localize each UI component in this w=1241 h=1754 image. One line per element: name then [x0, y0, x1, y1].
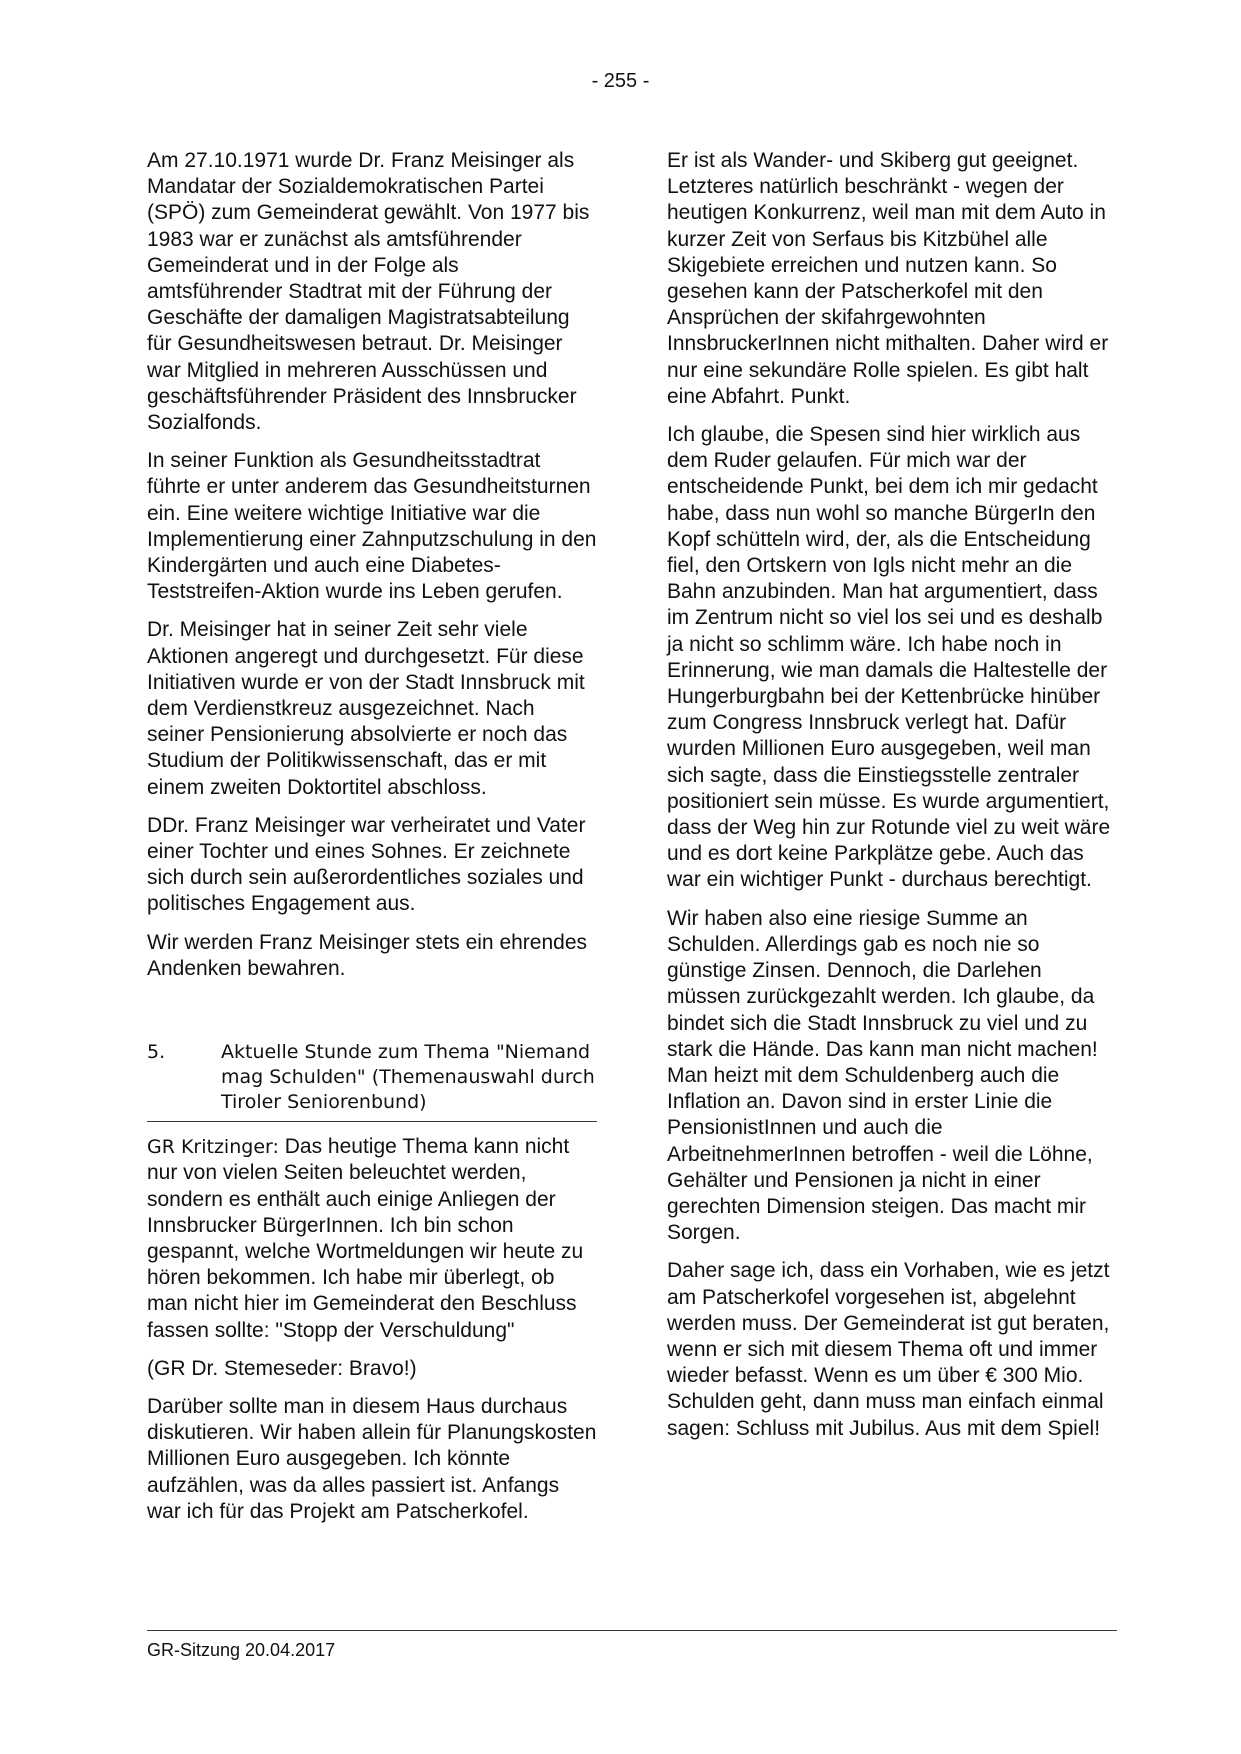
right-column — [667, 148, 1117, 1454]
footer-divider — [147, 1630, 1117, 1631]
footer-session-date: GR-Sitzung 20.04.2017 — [147, 1640, 336, 1660]
paragraph: Dr. Meisinger hat in seiner Zeit sehr viele Aktionen angeregt und durchgesetzt. Für diese Initiativen wurde er von der Stadt Innsbruck mit dem Verdienstkreuz ausgezeichnet. Nach seiner Pensionierung absolvierte er noch das Studium der Politikwissenschaft, das er mit einem zweiten Doktortitel abschloss. — [147, 618, 585, 799]
speech-text: Das heutige Thema kann nicht nur von vielen Seiten beleuchtet werden, sondern es enthält auch einige Anliegen der Innsbrucker BürgerInnen. Ich bin schon gespannt, welche Wortmeldungen wir heute zu hören bekommen. Ich habe mir überlegt, ob man nicht hier im Gemeinderat den Beschluss fassen sollte: "Stopp der Verschuldung" — [147, 1135, 584, 1342]
paragraph: Am 27.10.1971 wurde Dr. Franz Meisinger als Mandatar der Sozialdemokratischen Partei (SPÖ) zum Gemeinderat gewählt. Von 1977 bis 1983 war er zunächst als amtsführender Gemeinderat und in der Folge als amtsführender Stadtrat mit der Führung der Geschäfte der damaligen Magistratsabteilung für Gesundheitswesen betraut. Dr. Meisinger war Mitglied in mehreren Ausschüssen und geschäftsführender Präsident des Innsbrucker Sozialfonds. — [147, 149, 590, 435]
interjection: (GR Dr. Stemeseder: Bravo!) — [147, 1356, 417, 1380]
speaker-name: GR Kritzinger: — [147, 1136, 279, 1159]
paragraph: In seiner Funktion als Gesundheitsstadtrat führte er unter anderem das Gesundheitsturnen ein. Eine weitere wichtige Initiative war die Implementierung einer Zahnputzschulung in den Kindergärten und auch eine Diabetes-Teststreifen-Aktion wurde ins Leben gerufen. — [147, 449, 597, 604]
paragraph: Er ist als Wander- und Skiberg gut geeignet. Letzteres natürlich beschränkt - wegen der heutigen Konkurrenz, weil man mit dem Auto in kurzer Zeit von Serfaus bis Kitzbühel alle Skigebiete erreichen und nutzen kann. So gesehen kann der Patscherkofel mit den Ansprüchen der skifahrgewohnten InnsbruckerInnen nicht mithalten. Daher wird er nur eine sekundäre Rolle spielen. Es gibt halt eine Abfahrt. Punkt. — [667, 149, 1109, 408]
agenda-number: 5. — [147, 1041, 166, 1064]
speech-paragraph — [147, 1134, 597, 1344]
paragraph: Ich glaube, die Spesen sind hier wirklich aus dem Ruder gelaufen. Für mich war der entscheidende Punkt, bei dem ich mir gedacht habe, dass nun wohl so manche BürgerIn den Kopf schütteln wird, der, als die Entscheidung fiel, den Ortskern von Igls nicht mehr an die Bahn anzubinden. Man hat argumentiert, dass im Zentrum nicht so viel los sei und es deshalb ja nicht so schlimm wäre. Ich habe noch in Erinnerung, wie man damals die Haltestelle der Hungerburgbahn bei der Kettenbrücke hinüber zum Congress Innsbruck verlegt hat. Dafür wurden Millionen Euro ausgegeben, weil man sich sagte, dass die Einstiegsstelle zentraler positioniert sein müsse. Es wurde argumentiert, dass der Weg hin zur Rotunde viel zu weit wäre und es dort keine Parkplätze gebe. Auch das war ein wichtiger Punkt - durchaus berechtigt. — [667, 423, 1111, 892]
agenda-item — [147, 1040, 597, 1122]
paragraph: Wir werden Franz Meisinger stets ein ehrendes Andenken bewahren. — [147, 930, 588, 980]
page-number: - 255 - — [591, 70, 650, 92]
left-column — [147, 148, 597, 1537]
paragraph: Wir haben also eine riesige Summe an Schulden. Allerdings gab es noch nie so günstige Zinsen. Dennoch, die Darlehen müssen zurückgezahlt werden. Ich glaube, da bindet sich die Stadt Innsbruck zu viel und zu stark die Hände. Das kann man nicht machen! Man heizt mit dem Schuldenberg auch die Inflation an. Davon sind in erster Linie die PensionistInnen und auch die ArbeitnehmerInnen betroffen - weil die Löhne, Gehälter und Pensionen ja nicht in einer gerechten Dimension steigen. Das macht mir Sorgen. — [667, 906, 1098, 1245]
agenda-title: Aktuelle Stunde zum Thema "Niemand mag Schulden" (Themenauswahl durch Tiroler Seniorenbund) — [221, 1041, 595, 1114]
paragraph: DDr. Franz Meisinger war verheiratet und Vater einer Tochter und eines Sohnes. Er zeichnete sich durch sein außerordentliches soziales und politisches Engagement aus. — [147, 813, 586, 916]
paragraph: Daher sage ich, dass ein Vorhaben, wie es jetzt am Patscherkofel vorgesehen ist, abgelehnt werden muss. Der Gemeinderat ist gut beraten, wenn er sich mit diesem Thema oft und immer wieder befasst. Wenn es um über € 300 Mio. Schulden geht, dann muss man einfach einmal sagen: Schluss mit Jubilus. Aus mit dem Spiel! — [667, 1259, 1110, 1440]
paragraph: Darüber sollte man in diesem Haus durchaus diskutieren. Wir haben allein für Planungskosten Millionen Euro ausgegeben. Ich könnte aufzählen, was da alles passiert ist. Anfangs war ich für das Projekt am Patscherkofel. — [147, 1394, 597, 1523]
